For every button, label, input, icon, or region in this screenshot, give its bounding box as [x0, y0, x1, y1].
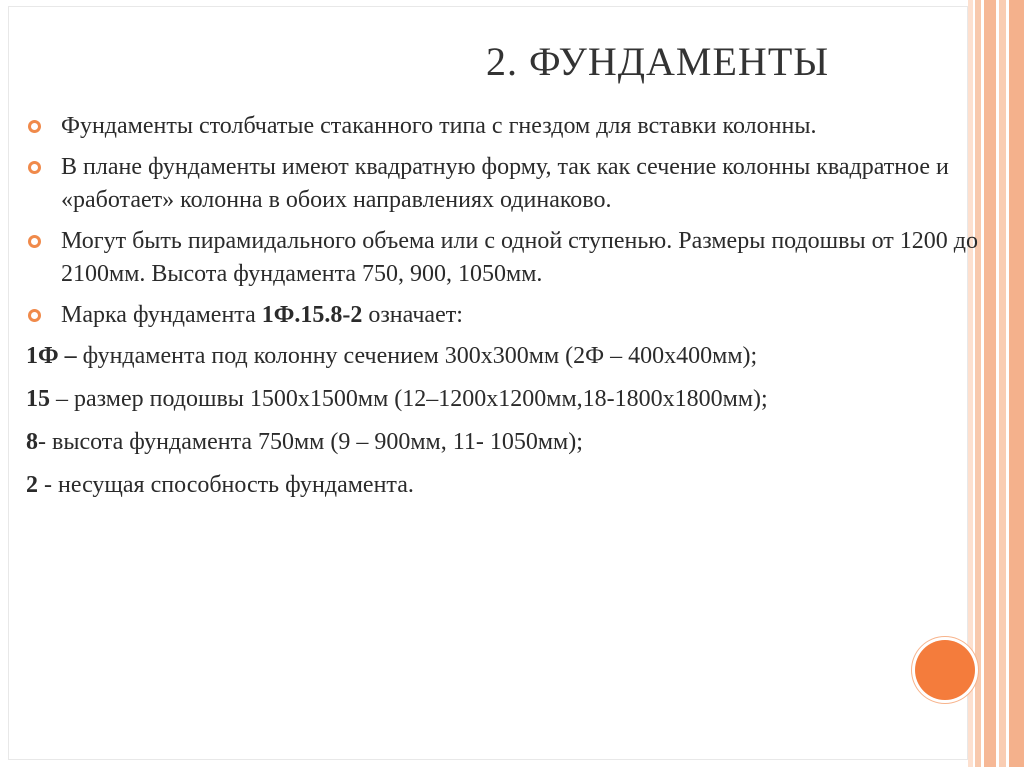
bullet-text: Фундаменты столбчатые стаканного типа с гнездом для вставки колонны.: [61, 113, 817, 139]
definition-text: - высота фундамента 750мм (9 – 900мм, 11- 1050мм);: [38, 429, 583, 455]
definition-text: – размер подошвы 1500х1500мм (12–1200х1200мм,18-1800х1800мм);: [50, 386, 768, 412]
definition-item: [26, 426, 1006, 459]
bullet-ring-icon: [28, 235, 41, 248]
bullet-item: [26, 110, 1006, 143]
mark-code: 1Ф.15.8-2: [261, 302, 363, 328]
bullet-text-post: означает:: [362, 302, 463, 328]
decorative-circle: [915, 640, 975, 700]
bullet-item: [26, 151, 1006, 217]
bullet-text: Могут быть пирамидального объема или с одной ступенью. Размеры подошвы от 1200 до 2100мм. Высота фундамента 750, 900, 1050мм.: [61, 228, 979, 287]
bullet-text: В плане фундаменты имеют квадратную форму, так как сечение колонны квадратное и «работает» колонна в обоих направлениях одинаково.: [61, 154, 949, 213]
bullet-ring-icon: [28, 309, 41, 322]
definition-label: 2: [26, 472, 38, 498]
bullet-item: [26, 299, 1006, 332]
definition-text: - несущая способность фундамента.: [38, 472, 414, 498]
bullet-ring-icon: [28, 161, 41, 174]
slide-content: [26, 110, 1006, 512]
definition-label: 15: [26, 386, 50, 412]
definition-item: [26, 469, 1006, 502]
definition-label: 1Ф –: [26, 343, 83, 369]
definition-text: фундамента под колонну сечением 300х300мм (2Ф – 400х400мм);: [82, 343, 758, 369]
definition-item: [26, 340, 1006, 373]
slide-title: 2. ФУНДАМЕНТЫ: [486, 39, 830, 84]
definition-item: [26, 383, 1006, 416]
bullet-text-pre: Марка фундамента: [61, 302, 262, 328]
bullet-item: [26, 225, 1006, 291]
bullet-ring-icon: [28, 120, 41, 133]
definition-label: 8: [26, 429, 38, 455]
